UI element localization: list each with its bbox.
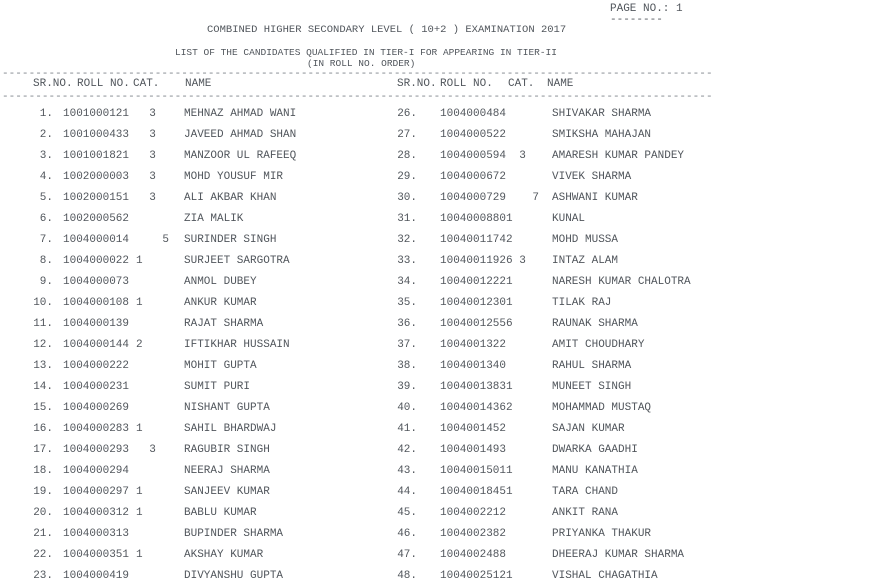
row-name: DIVYANSHU GUPTA — [184, 570, 284, 582]
row-category: 1 — [506, 486, 513, 498]
separator-line-top: ----------------------------------------------------------------------------------------------------------- — [2, 68, 713, 80]
row-rollno: 1004000269 — [63, 402, 130, 414]
row-name: MOHD MUSSA — [552, 234, 619, 246]
row-rollno: 1004000144 — [63, 339, 130, 351]
row-rollno: 1004000297 — [63, 486, 130, 498]
row-name: SMIKSHA MAHAJAN — [552, 129, 652, 141]
row-category: 1 — [136, 549, 143, 561]
row-category: 1 — [506, 381, 513, 393]
row-name: RAJAT SHARMA — [184, 318, 264, 330]
row-rollno: 1004002382 — [440, 528, 507, 540]
row-category: 1 — [136, 423, 143, 435]
table-row — [0, 192, 886, 206]
row-name: DHEERAJ KUMAR SHARMA — [552, 549, 685, 561]
row-name: SURJEET SARGOTRA — [184, 255, 290, 267]
row-srno: 1. — [39, 108, 53, 120]
row-rollno: 1004001340 — [440, 360, 507, 372]
row-name: AKSHAY KUMAR — [184, 549, 264, 561]
table-row — [0, 402, 886, 416]
row-category: 1 — [506, 465, 513, 477]
row-name: INTAZ ALAM — [552, 255, 619, 267]
row-name: ALI AKBAR KHAN — [184, 192, 277, 204]
row-srno: 41. — [397, 423, 417, 435]
row-category: 3 — [136, 108, 156, 120]
row-name: JAVEED AHMAD SHAN — [184, 129, 297, 141]
header-cat-left: CAT. — [133, 78, 160, 90]
row-srno: 32. — [397, 234, 417, 246]
page-number: PAGE NO.: 1 — [610, 3, 683, 15]
row-name: VIVEK SHARMA — [552, 171, 632, 183]
row-category: 2 — [506, 234, 513, 246]
row-rollno: 1004000880 — [440, 213, 507, 225]
row-name: DWARKA GAADHI — [552, 444, 638, 456]
row-srno: 22. — [33, 549, 53, 561]
row-rollno: 1004000313 — [63, 528, 130, 540]
row-category: 1 — [136, 507, 143, 519]
row-name: MOHD YOUSUF MIR — [184, 171, 284, 183]
row-name: SHIVAKAR SHARMA — [552, 108, 652, 120]
table-row — [0, 129, 886, 143]
row-srno: 48. — [397, 570, 417, 582]
row-name: TARA CHAND — [552, 486, 619, 498]
row-category: 2 — [136, 339, 143, 351]
header-name-right: NAME — [547, 78, 574, 90]
row-srno: 7. — [39, 234, 53, 246]
row-rollno: 1004001222 — [440, 276, 507, 288]
row-name: NARESH KUMAR CHALOTRA — [552, 276, 691, 288]
row-rollno: 1004000522 — [440, 129, 507, 141]
row-name: AMIT CHOUDHARY — [552, 339, 645, 351]
document-subtitle: LIST OF THE CANDIDATES QUALIFIED IN TIER-I FOR APPEARING IN TIER-II — [175, 47, 557, 58]
row-category: 1 — [136, 486, 143, 498]
row-srno: 30. — [397, 192, 417, 204]
row-srno: 34. — [397, 276, 417, 288]
row-rollno: 1004002212 — [440, 507, 507, 519]
header-name-left: NAME — [185, 78, 212, 90]
table-row — [0, 507, 886, 521]
table-row — [0, 255, 886, 269]
header-rollno-left: ROLL NO. — [77, 78, 130, 90]
row-srno: 42. — [397, 444, 417, 456]
row-name: MOHIT GUPTA — [184, 360, 257, 372]
row-name: MUNEET SINGH — [552, 381, 632, 393]
row-rollno: 1004000594 — [440, 150, 507, 162]
row-rollno: 1004001192 — [440, 255, 507, 267]
row-srno: 15. — [33, 402, 53, 414]
row-rollno: 1004000222 — [63, 360, 130, 372]
row-category: 7 — [506, 192, 540, 204]
table-row — [0, 171, 886, 185]
row-rollno: 1004000014 — [63, 234, 130, 246]
row-rollno: 1004002488 — [440, 549, 507, 561]
row-name: AMARESH KUMAR PANDEY — [552, 150, 685, 162]
row-rollno: 1001000121 — [63, 108, 130, 120]
row-name: ASHWANI KUMAR — [552, 192, 638, 204]
row-rollno: 1004001230 — [440, 297, 507, 309]
row-name: SAJAN KUMAR — [552, 423, 625, 435]
row-srno: 47. — [397, 549, 417, 561]
table-row — [0, 234, 886, 248]
row-name: MANU KANATHIA — [552, 465, 638, 477]
row-rollno: 1004000351 — [63, 549, 130, 561]
row-rollno: 1004000022 — [63, 255, 130, 267]
row-srno: 38. — [397, 360, 417, 372]
row-rollno: 1002000562 — [63, 213, 130, 225]
row-srno: 13. — [33, 360, 53, 372]
row-rollno: 1004000283 — [63, 423, 130, 435]
row-category: 1 — [136, 297, 143, 309]
header-rollno-right: ROLL NO. — [440, 78, 493, 90]
row-name: SURINDER SINGH — [184, 234, 277, 246]
row-rollno: 1004001436 — [440, 402, 507, 414]
row-category: 3 — [506, 150, 526, 162]
table-row — [0, 423, 886, 437]
order-note: (IN ROLL NO. ORDER) — [307, 58, 416, 69]
row-name: MANZOOR UL RAFEEQ — [184, 150, 297, 162]
row-rollno: 1004000073 — [63, 276, 130, 288]
table-row — [0, 486, 886, 500]
row-srno: 31. — [397, 213, 417, 225]
row-srno: 40. — [397, 402, 417, 414]
row-rollno: 1004000312 — [63, 507, 130, 519]
table-row — [0, 360, 886, 374]
row-name: ANKUR KUMAR — [184, 297, 257, 309]
table-row — [0, 528, 886, 542]
row-rollno: 1004000294 — [63, 465, 130, 477]
row-category: 1 — [506, 213, 513, 225]
row-srno: 39. — [397, 381, 417, 393]
row-srno: 29. — [397, 171, 417, 183]
row-name: TILAK RAJ — [552, 297, 612, 309]
table-row — [0, 318, 886, 332]
row-name: NISHANT GUPTA — [184, 402, 270, 414]
row-rollno: 1004000139 — [63, 318, 130, 330]
row-srno: 4. — [39, 171, 53, 183]
row-srno: 6. — [39, 213, 53, 225]
row-category: 1 — [136, 255, 143, 267]
row-category: 1 — [506, 276, 513, 288]
table-row — [0, 213, 886, 227]
row-srno: 14. — [33, 381, 53, 393]
row-rollno: 1004001174 — [440, 234, 507, 246]
row-rollno: 1004001845 — [440, 486, 507, 498]
table-row — [0, 465, 886, 479]
row-name: RAUNAK SHARMA — [552, 318, 638, 330]
row-srno: 36. — [397, 318, 417, 330]
row-srno: 19. — [33, 486, 53, 498]
row-srno: 21. — [33, 528, 53, 540]
row-srno: 44. — [397, 486, 417, 498]
row-rollno: 1004001452 — [440, 423, 507, 435]
row-rollno: 1004000419 — [63, 570, 130, 582]
row-name: SUMIT PURI — [184, 381, 251, 393]
row-category: 3 — [136, 171, 156, 183]
row-srno: 11. — [33, 318, 53, 330]
row-rollno: 1002000003 — [63, 171, 130, 183]
table-row — [0, 444, 886, 458]
row-rollno: 1004001255 — [440, 318, 507, 330]
row-name: ANMOL DUBEY — [184, 276, 257, 288]
row-category: 3 — [136, 129, 156, 141]
row-category: 2 — [506, 402, 513, 414]
table-row — [0, 108, 886, 122]
row-srno: 43. — [397, 465, 417, 477]
document-title: COMBINED HIGHER SECONDARY LEVEL ( 10+2 ) EXAMINATION 2017 — [207, 24, 567, 36]
row-srno: 5. — [39, 192, 53, 204]
table-row — [0, 570, 886, 584]
row-rollno: 1004000484 — [440, 108, 507, 120]
separator-line-bottom: ----------------------------------------------------------------------------------------------------------- — [2, 91, 713, 103]
row-rollno: 1001001821 — [63, 150, 130, 162]
row-srno: 45. — [397, 507, 417, 519]
row-srno: 46. — [397, 528, 417, 540]
row-category: 5 — [136, 234, 170, 246]
row-category: 6 3 — [506, 255, 526, 267]
row-srno: 27. — [397, 129, 417, 141]
row-category: 3 — [136, 444, 156, 456]
row-rollno: 1004000231 — [63, 381, 130, 393]
row-srno: 20. — [33, 507, 53, 519]
row-srno: 26. — [397, 108, 417, 120]
header-srno-right: SR.NO. — [397, 78, 437, 90]
row-srno: 33. — [397, 255, 417, 267]
row-srno: 3. — [39, 150, 53, 162]
row-rollno: 1004001501 — [440, 465, 507, 477]
row-name: PRIYANKA THAKUR — [552, 528, 652, 540]
row-rollno: 1004000108 — [63, 297, 130, 309]
row-category: 3 — [136, 150, 156, 162]
row-rollno: 1004000293 — [63, 444, 130, 456]
table-row — [0, 297, 886, 311]
table-row — [0, 549, 886, 563]
row-name: SAHIL BHARDWAJ — [184, 423, 277, 435]
row-rollno: 1004001383 — [440, 381, 507, 393]
table-row — [0, 276, 886, 290]
row-category: 1 — [506, 297, 513, 309]
row-name: BUPINDER SHARMA — [184, 528, 284, 540]
header-cat-right: CAT. — [508, 78, 535, 90]
row-srno: 12. — [33, 339, 53, 351]
row-name: IFTIKHAR HUSSAIN — [184, 339, 290, 351]
row-name: MEHNAZ AHMAD WANI — [184, 108, 297, 120]
row-name: BABLU KUMAR — [184, 507, 257, 519]
page-number-underline: -------- — [610, 14, 663, 26]
row-name: MOHAMMAD MUSTAQ — [552, 402, 652, 414]
row-rollno: 1004000672 — [440, 171, 507, 183]
row-srno: 23. — [33, 570, 53, 582]
row-srno: 8. — [39, 255, 53, 267]
row-category: 1 — [506, 570, 513, 582]
row-srno: 37. — [397, 339, 417, 351]
row-rollno: 1002000151 — [63, 192, 130, 204]
row-srno: 28. — [397, 150, 417, 162]
table-row — [0, 339, 886, 353]
row-rollno: 1004001493 — [440, 444, 507, 456]
row-srno: 10. — [33, 297, 53, 309]
row-rollno: 1004002512 — [440, 570, 507, 582]
row-name: ANKIT RANA — [552, 507, 619, 519]
row-rollno: 1001000433 — [63, 129, 130, 141]
row-category: 6 — [506, 318, 513, 330]
row-category: 3 — [136, 192, 156, 204]
row-rollno: 1004001322 — [440, 339, 507, 351]
table-row — [0, 381, 886, 395]
row-name: ZIA MALIK — [184, 213, 244, 225]
row-srno: 17. — [33, 444, 53, 456]
header-srno-left: SR.NO. — [33, 78, 73, 90]
row-srno: 35. — [397, 297, 417, 309]
row-srno: 16. — [33, 423, 53, 435]
row-name: NEERAJ SHARMA — [184, 465, 270, 477]
row-rollno: 1004000729 — [440, 192, 507, 204]
row-name: RAHUL SHARMA — [552, 360, 632, 372]
row-name: KUNAL — [552, 213, 586, 225]
row-name: SANJEEV KUMAR — [184, 486, 270, 498]
row-name: RAGUBIR SINGH — [184, 444, 270, 456]
table-row — [0, 150, 886, 164]
row-name: VISHAL CHAGATHIA — [552, 570, 658, 582]
row-srno: 18. — [33, 465, 53, 477]
row-srno: 2. — [39, 129, 53, 141]
row-srno: 9. — [39, 276, 53, 288]
